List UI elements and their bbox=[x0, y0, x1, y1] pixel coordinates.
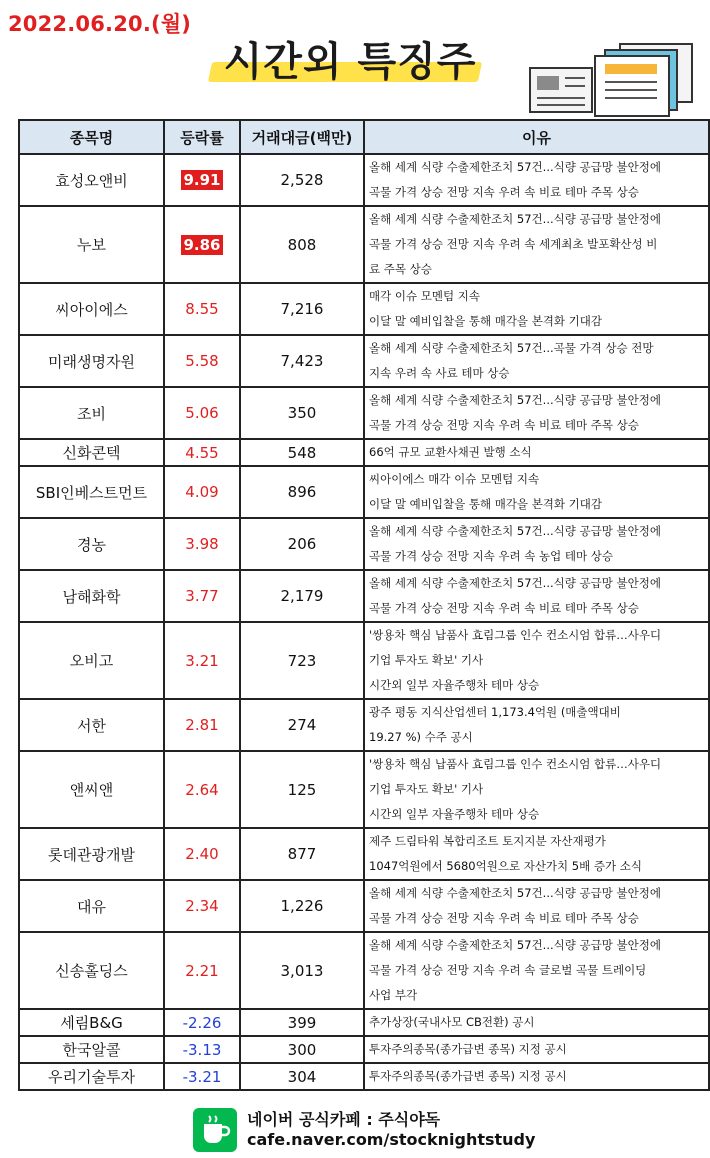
stock-name: 한국알콜 bbox=[19, 1036, 164, 1063]
coffee-cup-icon bbox=[193, 1108, 237, 1152]
reason-line: 올해 세계 식량 수출제한조치 57건...식량 공급망 불안정에 bbox=[369, 212, 661, 226]
stock-name: 남해화학 bbox=[19, 570, 164, 622]
table-row bbox=[19, 622, 709, 699]
table-row bbox=[19, 518, 709, 570]
stock-name: 효성오앤비 bbox=[19, 154, 164, 206]
trade-value: 304 bbox=[240, 1063, 364, 1090]
change-rate: 9.91 bbox=[183, 171, 221, 189]
trade-value: 125 bbox=[240, 751, 364, 828]
change-rate-cell bbox=[164, 154, 240, 206]
change-rate: 2.81 bbox=[185, 716, 219, 734]
stock-name: 롯데관광개발 bbox=[19, 828, 164, 880]
reason-cell bbox=[364, 439, 709, 466]
change-rate: -3.13 bbox=[182, 1040, 222, 1059]
reason-cell bbox=[364, 466, 709, 518]
change-rate: 3.77 bbox=[185, 587, 219, 605]
trade-value: 300 bbox=[240, 1036, 364, 1063]
reason-cell bbox=[364, 570, 709, 622]
table-row bbox=[19, 1036, 709, 1063]
table-row bbox=[19, 932, 709, 1009]
reason-cell bbox=[364, 1063, 709, 1090]
change-rate: 5.06 bbox=[185, 404, 219, 422]
reason-cell bbox=[364, 699, 709, 751]
reason-line: 곡물 가격 상승 전망 지속 우려 속 비료 테마 주목 상승 bbox=[369, 601, 639, 615]
change-rate-cell bbox=[164, 828, 240, 880]
stock-name: 대유 bbox=[19, 880, 164, 932]
change-rate: 2.40 bbox=[185, 845, 219, 863]
table-row bbox=[19, 828, 709, 880]
change-rate-cell bbox=[164, 283, 240, 335]
table-row bbox=[19, 387, 709, 439]
change-rate-cell bbox=[164, 1009, 240, 1036]
table-row bbox=[19, 880, 709, 932]
stock-name: 신화콘텍 bbox=[19, 439, 164, 466]
reason-cell bbox=[364, 1036, 709, 1063]
table-row bbox=[19, 1009, 709, 1036]
change-rate-cell bbox=[164, 751, 240, 828]
trade-value: 1,226 bbox=[240, 880, 364, 932]
stock-name: 오비고 bbox=[19, 622, 164, 699]
change-rate-cell bbox=[164, 466, 240, 518]
reason-cell bbox=[364, 335, 709, 387]
change-rate-cell bbox=[164, 387, 240, 439]
reason-cell bbox=[364, 932, 709, 1009]
change-rate-cell bbox=[164, 335, 240, 387]
table-row bbox=[19, 439, 709, 466]
header-reason: 이유 bbox=[364, 120, 709, 154]
reason-cell bbox=[364, 154, 709, 206]
change-rate: 5.58 bbox=[185, 352, 219, 370]
trade-value: 723 bbox=[240, 622, 364, 699]
reason-line: 시간외 일부 자율주행차 테마 상승 bbox=[369, 807, 540, 821]
stock-name: 조비 bbox=[19, 387, 164, 439]
table-row bbox=[19, 751, 709, 828]
trade-value: 399 bbox=[240, 1009, 364, 1036]
newspaper-stack-icon bbox=[525, 38, 700, 118]
change-rate-cell bbox=[164, 1036, 240, 1063]
reason-line: 올해 세계 식량 수출제한조치 57건...식량 공급망 불안정에 bbox=[369, 576, 661, 590]
reason-line: 이달 말 예비입찰을 통해 매각을 본격화 기대감 bbox=[369, 314, 603, 328]
change-rate-cell bbox=[164, 880, 240, 932]
table-row bbox=[19, 335, 709, 387]
change-rate: 2.34 bbox=[185, 897, 219, 915]
trade-value: 896 bbox=[240, 466, 364, 518]
stock-name: 누보 bbox=[19, 206, 164, 283]
stock-name: 우리기술투자 bbox=[19, 1063, 164, 1090]
reason-line: 제주 드림타워 복합리조트 토지지분 자산재평가 bbox=[369, 834, 606, 848]
trade-value: 877 bbox=[240, 828, 364, 880]
header-trade-value: 거래대금(백만) bbox=[240, 120, 364, 154]
table-row bbox=[19, 1063, 709, 1090]
reason-line: 올해 세계 식량 수출제한조치 57건...식량 공급망 불안정에 bbox=[369, 160, 661, 174]
stock-name: 앤씨앤 bbox=[19, 751, 164, 828]
reason-cell bbox=[364, 283, 709, 335]
table-row bbox=[19, 206, 709, 283]
header-stock-name: 종목명 bbox=[19, 120, 164, 154]
reason-line: 곡물 가격 상승 전망 지속 우려 속 비료 테마 주목 상승 bbox=[369, 185, 639, 199]
trade-value: 2,179 bbox=[240, 570, 364, 622]
reason-line: 기업 투자도 확보' 기사 bbox=[369, 782, 484, 796]
reason-line: 곡물 가격 상승 전망 지속 우려 속 농업 테마 상승 bbox=[369, 549, 613, 563]
change-rate-cell bbox=[164, 570, 240, 622]
reason-line: 지속 우려 속 사료 테마 상승 bbox=[369, 366, 510, 380]
after-hours-stocks-table bbox=[18, 119, 710, 1091]
reason-line: 투자주의종목(종가급변 종목) 지정 공시 bbox=[369, 1042, 567, 1056]
reason-line: 곡물 가격 상승 전망 지속 우려 속 비료 테마 주목 상승 bbox=[369, 911, 639, 925]
reason-line: 66억 규모 교환사채권 발행 소식 bbox=[369, 445, 532, 459]
table-row bbox=[19, 154, 709, 206]
stock-name: 서한 bbox=[19, 699, 164, 751]
reason-line: 이달 말 예비입찰을 통해 매각을 본격화 기대감 bbox=[369, 497, 603, 511]
trade-value: 274 bbox=[240, 699, 364, 751]
reason-cell bbox=[364, 387, 709, 439]
reason-line: 1047억원에서 5680억원으로 자산가치 5배 증가 소식 bbox=[369, 859, 642, 873]
change-rate: 4.55 bbox=[185, 443, 219, 462]
table-header-row bbox=[19, 120, 709, 154]
reason-line: 료 주목 상승 bbox=[369, 262, 432, 276]
reason-line: 씨아이에스 매각 이슈 모멘텀 지속 bbox=[369, 472, 540, 486]
reason-cell bbox=[364, 206, 709, 283]
reason-cell bbox=[364, 751, 709, 828]
table-row bbox=[19, 283, 709, 335]
reason-line: 곡물 가격 상승 전망 지속 우려 속 비료 테마 주목 상승 bbox=[369, 418, 639, 432]
title-block bbox=[180, 30, 520, 90]
reason-cell bbox=[364, 1009, 709, 1036]
change-rate-cell bbox=[164, 932, 240, 1009]
cafe-name: 네이버 공식카페 : 주식야독 bbox=[247, 1110, 441, 1129]
change-rate: 3.98 bbox=[185, 535, 219, 553]
change-rate: 2.64 bbox=[185, 780, 219, 799]
reason-line: 올해 세계 식량 수출제한조치 57건...식량 공급망 불안정에 bbox=[369, 393, 661, 407]
stock-name: SBI인베스트먼트 bbox=[19, 466, 164, 518]
reason-line: 매각 이슈 모멘텀 지속 bbox=[369, 289, 480, 303]
reason-line: 곡물 가격 상승 전망 지속 우려 속 세계최초 발포확산성 비 bbox=[369, 237, 658, 251]
stock-name: 신송홀딩스 bbox=[19, 932, 164, 1009]
trade-value: 7,216 bbox=[240, 283, 364, 335]
trade-value: 206 bbox=[240, 518, 364, 570]
page-title: 시간외 특징주 bbox=[223, 39, 477, 85]
reason-cell bbox=[364, 622, 709, 699]
trade-value: 2,528 bbox=[240, 154, 364, 206]
change-rate-cell bbox=[164, 206, 240, 283]
reason-line: 시간외 일부 자율주행차 테마 상승 bbox=[369, 678, 540, 692]
reason-line: 사업 부각 bbox=[369, 988, 418, 1002]
table-row bbox=[19, 570, 709, 622]
table-row bbox=[19, 699, 709, 751]
cafe-url[interactable]: cafe.naver.com/stocknightstudy bbox=[247, 1130, 536, 1149]
trade-value: 350 bbox=[240, 387, 364, 439]
reason-line: 추가상장(국내사모 CB전환) 공시 bbox=[369, 1015, 535, 1029]
trade-value: 548 bbox=[240, 439, 364, 466]
stock-name: 세림B&G bbox=[19, 1009, 164, 1036]
reason-cell bbox=[364, 828, 709, 880]
reason-line: '쌍용차 핵심 납품사 효림그룹 인수 컨소시엄 합류…사우디 bbox=[369, 628, 662, 642]
reason-line: 올해 세계 식량 수출제한조치 57건...식량 공급망 불안정에 bbox=[369, 886, 661, 900]
reason-line: 곡물 가격 상승 전망 지속 우려 속 글로벌 곡물 트레이딩 bbox=[369, 963, 647, 977]
report-date: 2022.06.20.(월) bbox=[8, 12, 192, 36]
reason-line: 기업 투자도 확보' 기사 bbox=[369, 653, 484, 667]
stock-name: 경농 bbox=[19, 518, 164, 570]
change-rate: 4.09 bbox=[185, 483, 219, 501]
table-row bbox=[19, 466, 709, 518]
change-rate: 8.55 bbox=[185, 300, 219, 318]
change-rate-cell bbox=[164, 622, 240, 699]
change-rate-cell bbox=[164, 518, 240, 570]
change-rate: -3.21 bbox=[182, 1067, 222, 1086]
trade-value: 3,013 bbox=[240, 932, 364, 1009]
change-rate-cell bbox=[164, 439, 240, 466]
stock-name: 미래생명자원 bbox=[19, 335, 164, 387]
change-rate: 3.21 bbox=[185, 651, 219, 670]
trade-value: 808 bbox=[240, 206, 364, 283]
change-rate: 9.86 bbox=[183, 235, 221, 254]
change-rate: -2.26 bbox=[182, 1013, 222, 1032]
reason-line: 올해 세계 식량 수출제한조치 57건...식량 공급망 불안정에 bbox=[369, 524, 661, 538]
reason-line: 올해 세계 식량 수출제한조치 57건...곡물 가격 상승 전망 bbox=[369, 341, 654, 355]
reason-cell bbox=[364, 518, 709, 570]
change-rate: 2.21 bbox=[185, 961, 219, 980]
stock-name: 씨아이에스 bbox=[19, 283, 164, 335]
header-change-rate: 등락률 bbox=[164, 120, 240, 154]
reason-cell bbox=[364, 880, 709, 932]
change-rate-cell bbox=[164, 699, 240, 751]
reason-line: 19.27 %) 수주 공시 bbox=[369, 730, 473, 744]
reason-line: 투자주의종목(종가급변 종목) 지정 공시 bbox=[369, 1069, 567, 1083]
trade-value: 7,423 bbox=[240, 335, 364, 387]
reason-line: 올해 세계 식량 수출제한조치 57건...식량 공급망 불안정에 bbox=[369, 938, 661, 952]
reason-line: 광주 평동 지식산업센터 1,173.4억원 (매출액대비 bbox=[369, 705, 621, 719]
change-rate-cell bbox=[164, 1063, 240, 1090]
reason-line: '쌍용차 핵심 납품사 효림그룹 인수 컨소시엄 합류…사우디 bbox=[369, 757, 662, 771]
